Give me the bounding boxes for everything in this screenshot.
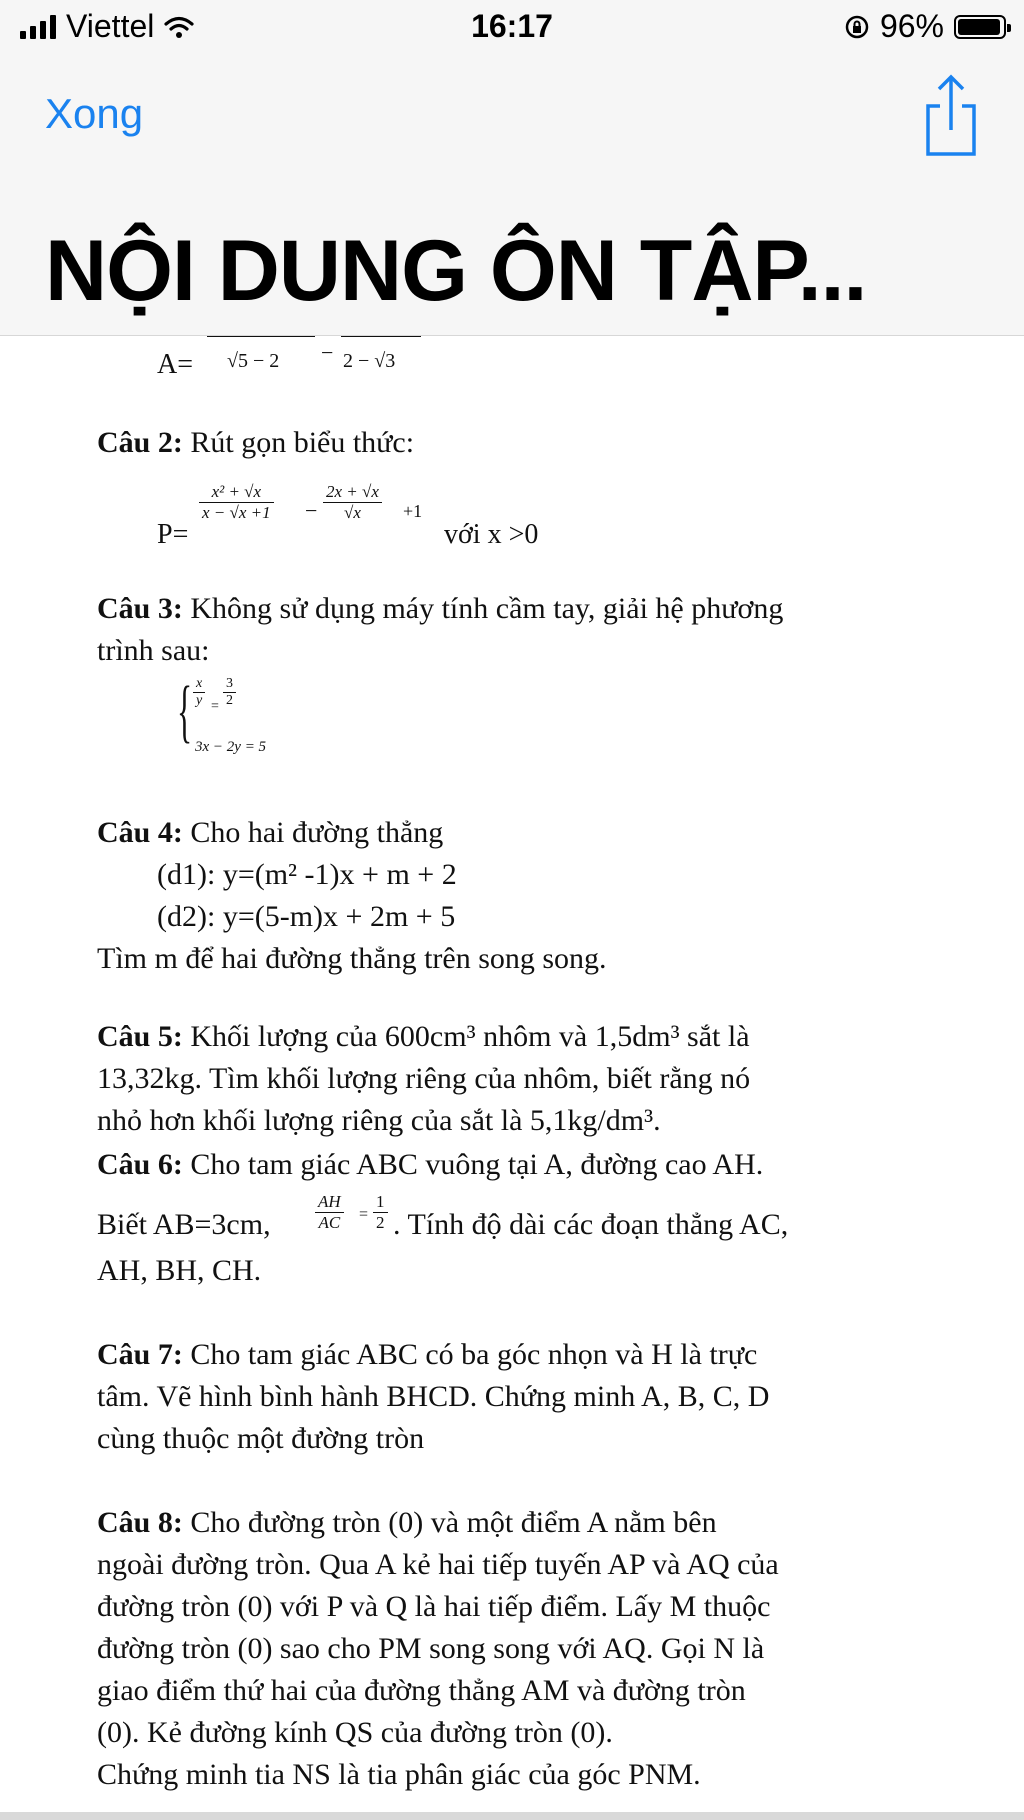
question-7: Câu 7: Cho tam giác ABC có ba góc nhọn và H là trực tâm. Vẽ hình bình hành BHCD. Chứng minh A, B, C, D cùng thuộc một đường tròn (97, 1338, 770, 1455)
question-5: Câu 5: Khối lượng của 600cm³ nhôm và 1,5dm³ sắt là 13,32kg. Tìm khối lượng riêng của nhôm, biết rằng nó nhỏ hơn khối lượng riêng của sắt là 5,1kg/dm³. (97, 1020, 751, 1137)
question-3: Câu 3: Không sử dụng máy tính cầm tay, giải hệ phương trình sau: (97, 592, 784, 667)
status-bar (0, 0, 1024, 60)
battery-group (844, 8, 1006, 45)
done-button[interactable]: Xong (45, 90, 144, 137)
document-viewer[interactable] (0, 336, 1024, 1820)
q6-fraction: $\frac{AH}{AC}$ (315, 1192, 344, 1233)
question-8: Câu 8: Cho đường tròn (0) và một điểm A nằm bên ngoài đường tròn. Qua A kẻ hai tiếp tuyến AP và AQ của đường tròn (0) với P và Q là hai tiếp điểm. Lấy M thuộc đường tròn (0) sao cho PM song song với AQ. Gọi N là giao điểm thứ hai của đường thẳng AM và đường tròn (0). Kẻ đường kính QS của đường tròn (0). Chứng minh tia NS là tia phân giác của góc PNM. (97, 1506, 779, 1791)
q2-fraction-1: $\frac{\text{x² + √x}}{x - √x +1}$ (199, 482, 274, 523)
clock: 16:17 (471, 8, 553, 44)
share-icon[interactable] (920, 72, 982, 158)
question-6: Câu 6: Cho tam giác ABC vuông tại A, đường cao AH. Biết AB=3cm, $\frac{AH}{AC}$ = $\frac{1}{2}$ . Tính độ dài các đoạn thẳng AC, AH, BH, CH. (97, 1148, 789, 1287)
battery-level (958, 19, 1000, 35)
carrier-name: Viettel (66, 8, 155, 44)
question-4: Câu 4: Cho hai đường thẳng (d1): y=(m² -1)x + m + 2 (d2): y=(5-m)x + 2m + 5 Tìm m để hai đường thẳng trên song song. (97, 816, 607, 975)
question-2: Câu 2: Rút gọn biểu thức: (97, 426, 415, 459)
q3-system: { $\frac{x}{y}$ = $\frac{3}{2}$ 3x − 2y = 5 (177, 673, 267, 755)
q2-expression: P= $\frac{\text{x² + √x}}{x - √x +1}$ − $\frac{2x + √x}{√x}$ +1 với x >0 (157, 482, 539, 550)
document-title: NỘI DUNG ÔN TẬP... (45, 223, 867, 319)
q1-expression: A= √5 − 2 − 2 − √3 (157, 336, 417, 384)
q2-fraction-2: $\frac{2x + √x}{√x}$ (323, 482, 382, 523)
navigation-bar (0, 60, 1024, 336)
page-bottom-edge (0, 1812, 1024, 1820)
battery-percent: 96% (879, 8, 944, 44)
battery-icon (954, 15, 1006, 39)
orientation-lock-icon (844, 14, 870, 40)
